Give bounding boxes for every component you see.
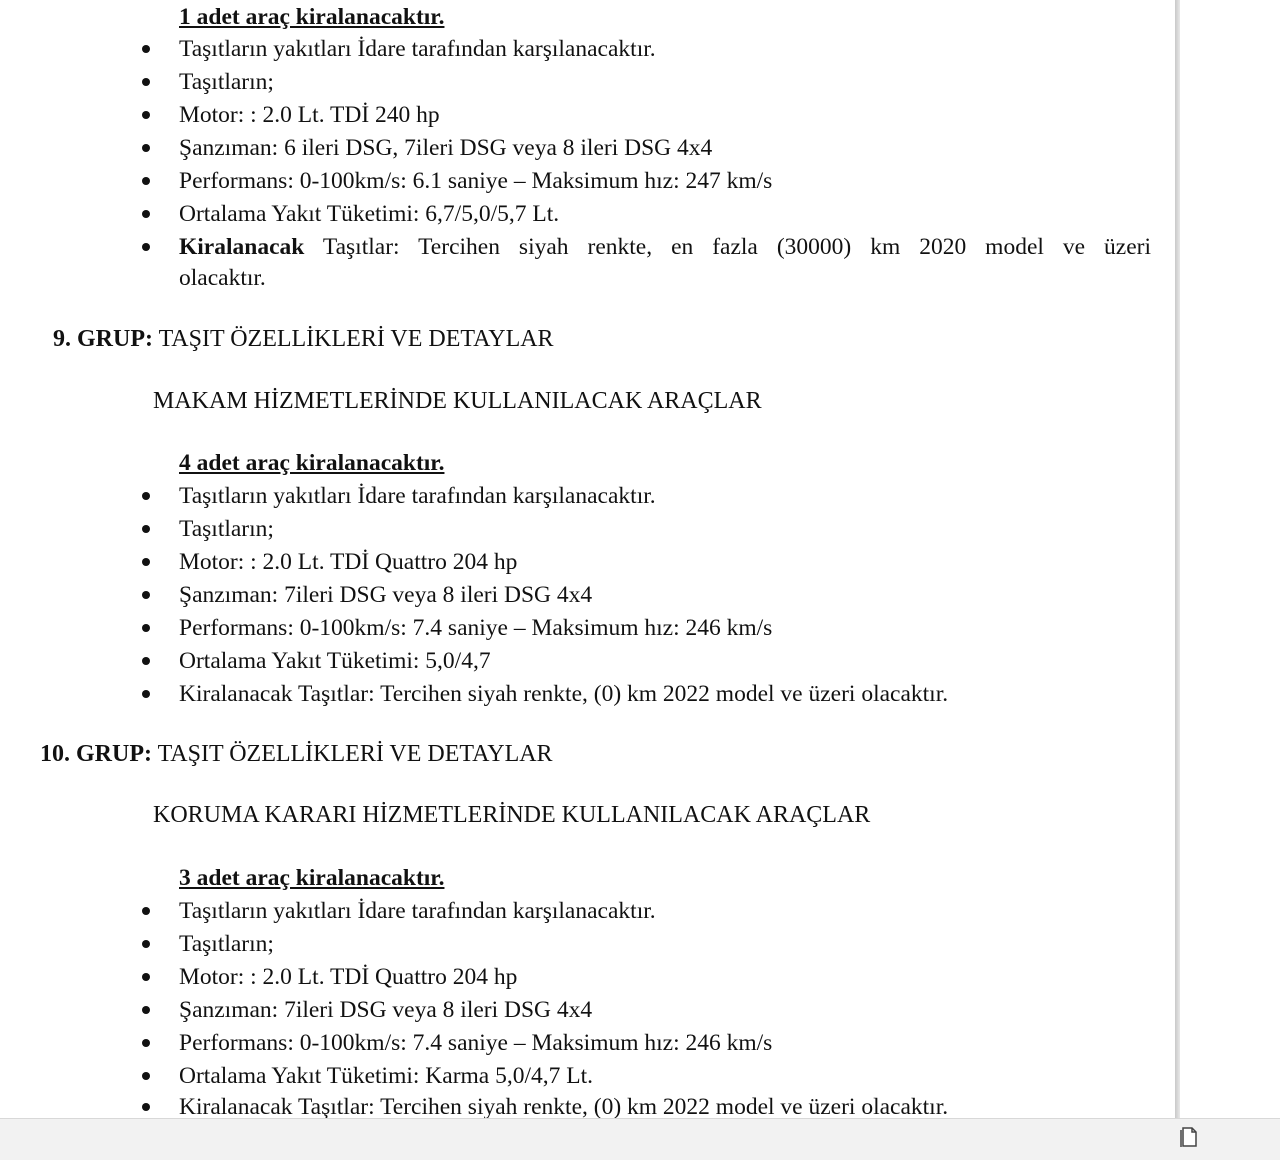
group9-subtitle: MAKAM HİZMETLERİNDE KULLANILACAK ARAÇLAR: [153, 388, 762, 414]
section-a-item-1: Taşıtların yakıtları İdare tarafından karşılanacaktır.: [179, 36, 656, 62]
document-icon[interactable]: [1180, 1126, 1198, 1148]
bullet-icon: [139, 555, 153, 569]
group9-title-text: TAŞIT ÖZELLİKLERİ VE DETAYLAR: [158, 326, 554, 352]
group10-subtitle: KORUMA KARARI HİZMETLERİNDE KULLANILACAK ARAÇLAR: [153, 802, 871, 828]
group10-heading: 3 adet araç kiralanacaktır.: [179, 865, 445, 891]
section-a-item-7-text: Taşıtlar: Tercihen siyah renkte, en fazla (30000) km 2020 model ve üzeri: [322, 234, 1151, 260]
group10-item-1: Taşıtların yakıtları İdare tarafından karşılanacaktır.: [179, 898, 656, 924]
bullet-icon: [139, 970, 153, 984]
bullet-icon: [139, 75, 153, 89]
status-bar: [0, 1118, 1280, 1160]
group10-item-6: Ortalama Yakıt Tüketimi: Karma 5,0/4,7 Lt.: [179, 1063, 594, 1089]
bullet-icon: [139, 937, 153, 951]
section-a-item-7-bold: Kiralanacak: [179, 234, 305, 260]
section-a-item-7-line2: olacaktır.: [179, 265, 266, 291]
group10-item-5: Performans: 0-100km/s: 7.4 saniye – Maksimum hız: 246 km/s: [179, 1030, 773, 1056]
bullet-icon: [139, 621, 153, 635]
section-a-item-6: Ortalama Yakıt Tüketimi: 6,7/5,0/5,7 Lt.: [179, 201, 560, 227]
group10-item-4: Şanzıman: 7ileri DSG veya 8 ileri DSG 4x4: [179, 997, 593, 1023]
bullet-icon: [139, 687, 153, 701]
group10-label: 10. GRUP:: [40, 741, 152, 767]
group9-item-3: Motor: : 2.0 Lt. TDİ Quattro 204 hp: [179, 549, 518, 575]
section-a-item-3: Motor: : 2.0 Lt. TDİ 240 hp: [179, 102, 440, 128]
bullet-icon: [139, 588, 153, 602]
group9-item-6: Ortalama Yakıt Tüketimi: 5,0/4,7: [179, 648, 491, 674]
bullet-icon: [139, 207, 153, 221]
right-margin: [1180, 0, 1280, 1118]
bullet-icon: [139, 42, 153, 56]
group9-label: 9. GRUP:: [53, 326, 153, 352]
bullet-icon: [139, 489, 153, 503]
section-a-item-7-line1: [179, 232, 1151, 262]
group10-item-2: Taşıtların;: [179, 931, 274, 957]
group9-item-4: Şanzıman: 7ileri DSG veya 8 ileri DSG 4x4: [179, 582, 593, 608]
group9-item-2: Taşıtların;: [179, 516, 274, 542]
section-a-heading: 1 adet araç kiralanacaktır.: [179, 4, 445, 30]
bullet-icon: [139, 654, 153, 668]
bullet-icon: [139, 1069, 153, 1083]
section-a-item-5: Performans: 0-100km/s: 6.1 saniye – Maksimum hız: 247 km/s: [179, 168, 773, 194]
bullet-icon: [139, 240, 153, 254]
group10-item-3: Motor: : 2.0 Lt. TDİ Quattro 204 hp: [179, 964, 518, 990]
group10-title: [40, 739, 553, 769]
bullet-icon: [139, 904, 153, 918]
group9-item-1: Taşıtların yakıtları İdare tarafından karşılanacaktır.: [179, 483, 656, 509]
bullet-icon: [139, 108, 153, 122]
bullet-icon: [139, 141, 153, 155]
bullet-icon: [139, 1003, 153, 1017]
group9-title: [53, 324, 554, 354]
section-a-item-2: Taşıtların;: [179, 69, 274, 95]
bullet-icon: [139, 522, 153, 536]
group10-item-7: Kiralanacak Taşıtlar: Tercihen siyah renkte, (0) km 2022 model ve üzeri olacaktır.: [179, 1094, 949, 1118]
group9-item-5: Performans: 0-100km/s: 7.4 saniye – Maksimum hız: 246 km/s: [179, 615, 773, 641]
bullet-icon: [139, 1100, 153, 1114]
group10-title-text: TAŞIT ÖZELLİKLERİ VE DETAYLAR: [157, 741, 553, 767]
group9-item-7: Kiralanacak Taşıtlar: Tercihen siyah renkte, (0) km 2022 model ve üzeri olacaktır.: [179, 681, 949, 707]
bullet-icon: [139, 1036, 153, 1050]
bullet-icon: [139, 174, 153, 188]
section-a-item-4: Şanzıman: 6 ileri DSG, 7ileri DSG veya 8 ileri DSG 4x4: [179, 135, 713, 161]
group9-heading: 4 adet araç kiralanacaktır.: [179, 450, 445, 476]
